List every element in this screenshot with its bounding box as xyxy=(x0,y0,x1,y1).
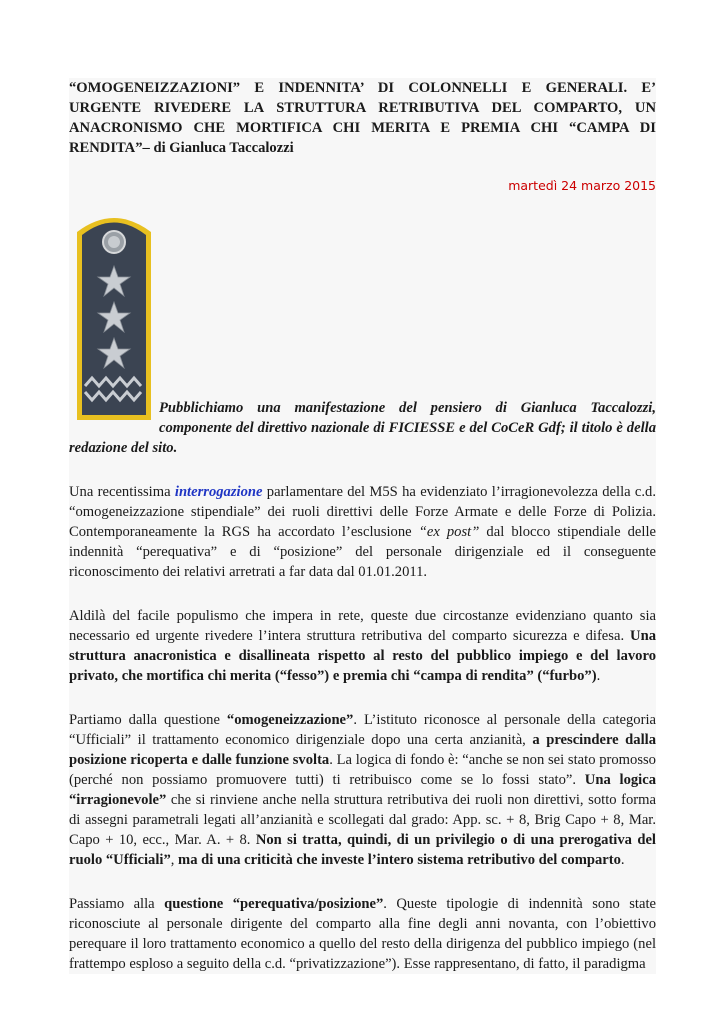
lead-section xyxy=(69,208,656,458)
text-bold: a prescindere dalla posizione ricoperta e dalle funzione svolta xyxy=(69,732,656,768)
text: che si rinviene anche nella struttura retributiva dei ruoli non direttivi, sotto forma di assegni parametrali legati all’anzianità e scollegati dal grado: App. sc. + 8, Brig Capo + 8, Mar. Capo + 10, ecc., Mar. A. + 8. xyxy=(69,792,656,848)
paragraph-3 xyxy=(69,710,656,870)
text: . La logica di fondo è: “anche se non sei stato promosso (perché non possiamo promuovere tutti) ti retribuisco come se lo fossi stato”. xyxy=(69,752,656,788)
text-italic: “ex post” xyxy=(418,524,480,540)
paragraph-4 xyxy=(69,894,656,974)
text: . xyxy=(620,852,625,868)
text: . xyxy=(596,668,601,684)
text-bold: Una struttura anacronistica e disallineata rispetto al resto del pubblico impiego e del lavoro privato, che mortifica chi merita (“fesso”) e premia chi “campa di rendita” (“furbo”) xyxy=(69,628,656,684)
text: . Queste tipologie di indennità sono state riconosciute al personale dirigente del comparto alla fine degli anni novanta, con l’obiettivo perequare il loro trattamento economico a quello del resto della dirigenza del pubblico impiego (nel frattempo esploso a seguito della c.d. “privatizzazione”). Esse rappresentano, di fatto, il paradigma xyxy=(69,896,656,972)
article-date: martedì 24 marzo 2015 xyxy=(508,178,656,193)
text: . L’istituto riconosce al personale della categoria “Ufficiali” il trattamento economico dirigenziale dopo una certa anzianità, xyxy=(69,712,656,748)
article-title: “OMOGENEIZZAZIONI” E INDENNITA’ DI COLONNELLI E GENERALI. E’ URGENTE RIVEDERE LA STRUTTURA RETRIBUTIVA DEL COMPARTO, UN ANACRONISMO CHE MORTIFICA CHI MERITA E PREMIA CHI “CAMPA DI RENDITA”– di Gianluca Taccalozzi xyxy=(69,80,656,156)
interrogazione-link[interactable]: interrogazione xyxy=(174,484,263,500)
text: dal blocco stipendiale delle indennità “perequativa” e di “posizione” del personale dirigenziale ed il conseguente riconoscimento dei relativi arretrati a far data dal 01.01.2011. xyxy=(69,524,656,580)
paragraph-2 xyxy=(69,606,656,686)
paragraph-1 xyxy=(69,482,656,582)
text: Aldilà del facile populismo che impera in rete, queste due circostanze evidenziano quanto sia necessario ed urgente rivedere l’intera struttura retributiva del comparto sicurezza e difesa. xyxy=(69,608,656,644)
lead-paragraph: Pubblichiamo una manifestazione del pensiero di Gianluca Taccalozzi, componente del direttivo nazionale di FICIESSE e del CoCeR Gdf; il titolo è della redazione del sito. xyxy=(69,400,656,456)
text-bold: Una logica “irragionevole” xyxy=(69,772,656,808)
text: Passiamo alla xyxy=(69,896,165,912)
text-bold: Non si tratta, quindi, di un privilegio o di una prerogativa del ruolo “Ufficiali” xyxy=(69,832,656,868)
text: Una recentissima xyxy=(69,484,175,500)
text: Partiamo dalla questione xyxy=(69,712,227,728)
text-bold: “omogeneizzazione” xyxy=(226,712,354,728)
text-bold: ma di una criticità che investe l’intero sistema retributivo del comparto xyxy=(178,852,621,868)
text-bold: questione “perequativa/posizione” xyxy=(164,896,384,912)
article xyxy=(69,78,656,974)
text: parlamentare del M5S ha evidenziato l’irragionevolezza della c.d. “omogeneizzazione stipendiale” dei ruoli direttivi delle Forze Armate e delle Forze di Polizia. Contemporaneamente la RGS ha accordato l’esclusione xyxy=(69,484,656,540)
text: , xyxy=(170,852,179,868)
epaulette-image xyxy=(69,208,159,420)
